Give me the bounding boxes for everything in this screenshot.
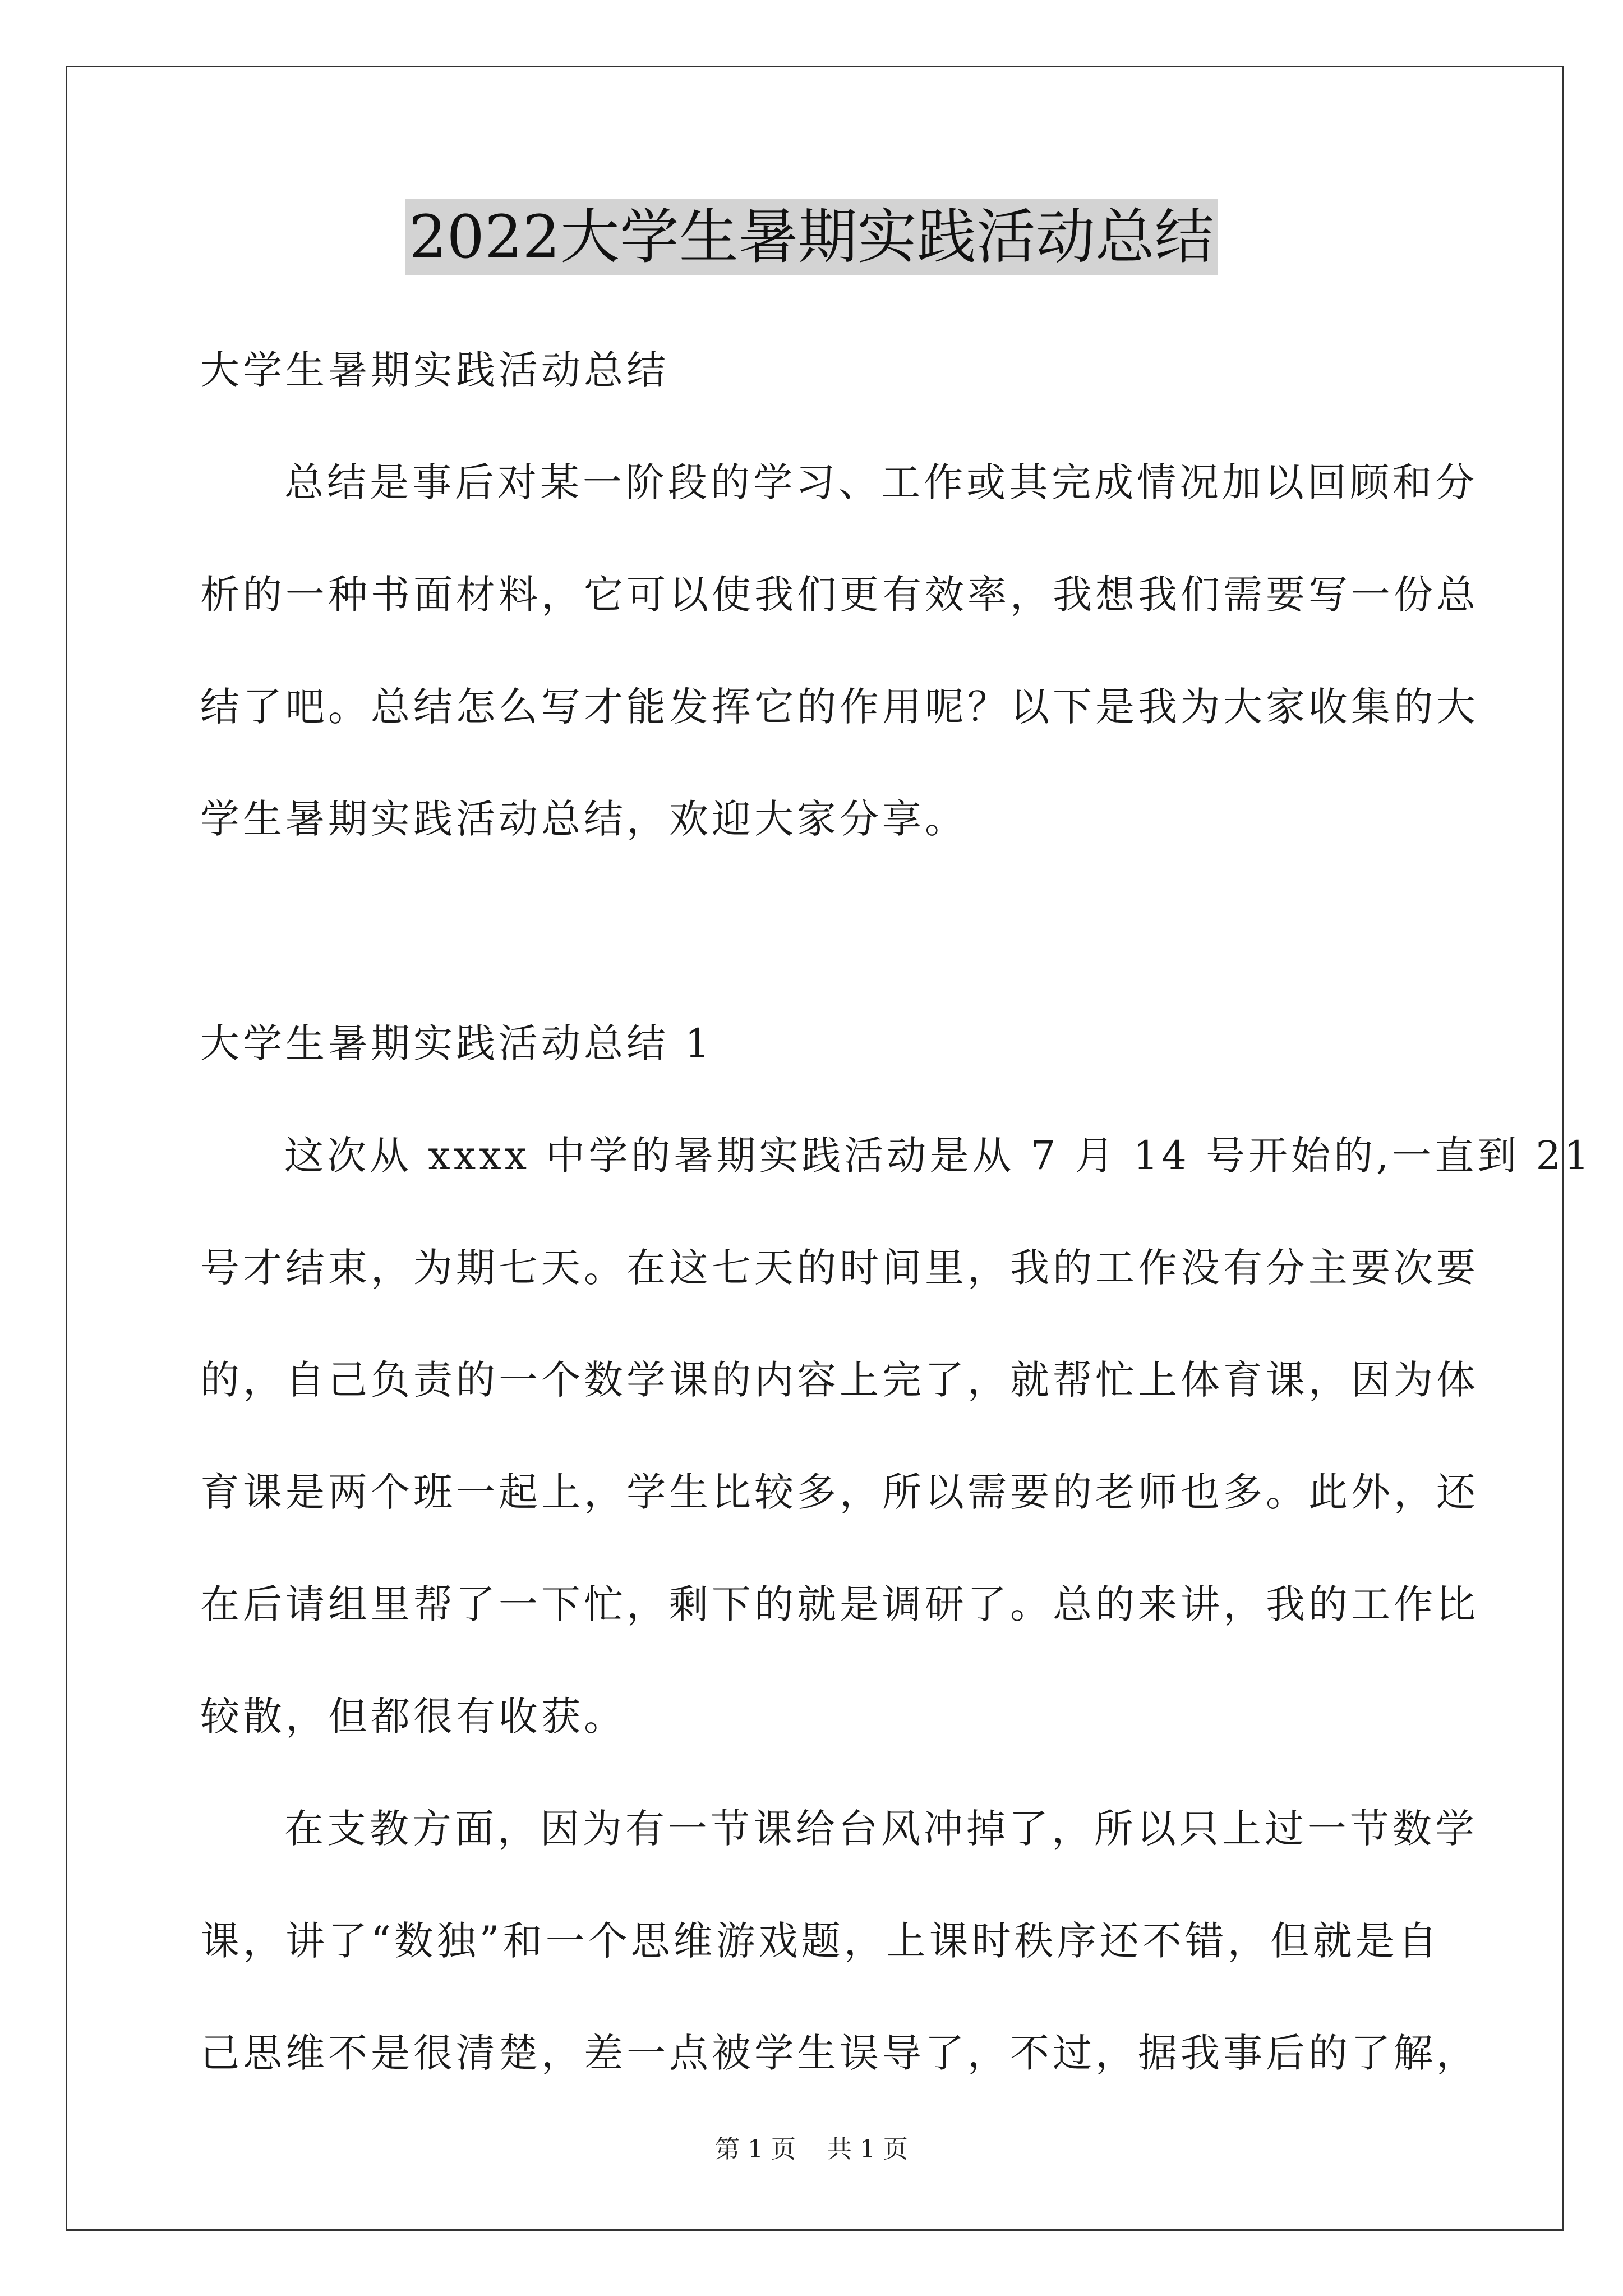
document-title: 2022大学生暑期实践活动总结 bbox=[405, 199, 1218, 275]
paragraph2-line-3: 己思维不是很清楚，差一点被学生误导了，不过，据我事后的了解， bbox=[200, 2030, 1479, 2076]
intro-line-2: 析的一种书面材料，它可以使我们更有效率，我想我们需要写一份总 bbox=[200, 572, 1479, 618]
paragraph2-line-2: 课，讲了“数独”和一个思维游戏题，上课时秩序还不错，但就是自 bbox=[200, 1918, 1441, 1964]
paragraph1-line-2: 号才结束，为期七天。在这七天的时间里，我的工作没有分主要次要 bbox=[200, 1245, 1479, 1291]
intro-line-1: 总结是事后对某一阶段的学习、工作或其完成情况加以回顾和分 bbox=[284, 459, 1478, 505]
paragraph1-line-6: 较散，但都很有收获。 bbox=[200, 1694, 626, 1740]
intro-line-4: 学生暑期实践活动总结，欢迎大家分享。 bbox=[200, 796, 967, 842]
paragraph1-line-4: 育课是两个班一起上，学生比较多，所以需要的老师也多。此外，还 bbox=[200, 1469, 1479, 1515]
paragraph1-line-1: 这次从 xxxx 中学的暑期实践活动是从 7 月 14 号开始的,一直到 21 bbox=[284, 1133, 1593, 1179]
paragraph2-line-1: 在支教方面，因为有一节课给台风冲掉了，所以只上过一节数学 bbox=[284, 1806, 1478, 1852]
section-spacer bbox=[200, 875, 1434, 987]
intro-line-3: 结了吧。总结怎么写才能发挥它的作用呢？以下是我为大家收集的大 bbox=[200, 684, 1479, 730]
document-body bbox=[200, 314, 1593, 2109]
paragraph1-line-5: 在后请组里帮了一下忙，剩下的就是调研了。总的来讲，我的工作比 bbox=[200, 1581, 1479, 1627]
title-container bbox=[0, 199, 1623, 275]
section-heading: 大学生暑期实践活动总结 1 bbox=[200, 1020, 713, 1066]
paragraph1-line-3: 的，自己负责的一个数学课的内容上完了，就帮忙上体育课，因为体 bbox=[200, 1357, 1479, 1403]
page-footer: 第 1 页 共 1 页 bbox=[715, 2135, 908, 2164]
document-subtitle: 大学生暑期实践活动总结 bbox=[200, 347, 669, 393]
